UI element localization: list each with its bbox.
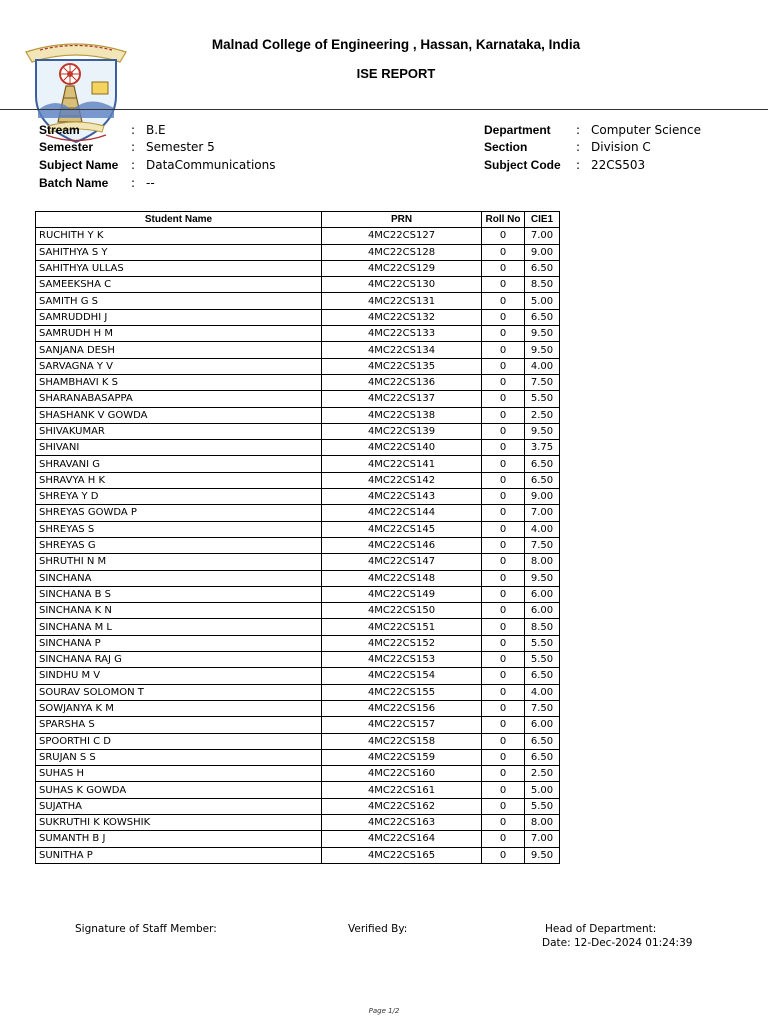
department-label: Department xyxy=(484,123,551,137)
student-name-cell: SINCHANA K N xyxy=(36,603,322,619)
roll-no-cell: 0 xyxy=(482,847,525,863)
cie1-cell: 6.00 xyxy=(525,603,560,619)
student-name-cell: SUMANTH B J xyxy=(36,831,322,847)
roll-no-cell: 0 xyxy=(482,635,525,651)
table-row xyxy=(36,391,560,407)
table-row xyxy=(36,847,560,863)
cie1-cell: 6.00 xyxy=(525,586,560,602)
student-name-cell: SARVAGNA Y V xyxy=(36,358,322,374)
roll-no-cell: 0 xyxy=(482,570,525,586)
table-header-row xyxy=(36,212,560,228)
table-row xyxy=(36,766,560,782)
student-name-cell: SOURAV SOLOMON T xyxy=(36,684,322,700)
prn-cell: 4MC22CS139 xyxy=(322,423,482,439)
cie1-cell: 9.50 xyxy=(525,326,560,342)
student-name-cell: RUCHITH Y K xyxy=(36,228,322,244)
roll-no-cell: 0 xyxy=(482,391,525,407)
header-prn: PRN xyxy=(322,212,482,228)
cie1-cell: 7.50 xyxy=(525,537,560,553)
cie1-cell: 2.50 xyxy=(525,766,560,782)
cie1-cell: 2.50 xyxy=(525,407,560,423)
student-name-cell: SHASHANK V GOWDA xyxy=(36,407,322,423)
stream-label: Stream xyxy=(39,123,80,137)
header-student-name: Student Name xyxy=(36,212,322,228)
cie1-cell: 8.00 xyxy=(525,814,560,830)
cie1-cell: 6.50 xyxy=(525,668,560,684)
student-name-cell: SHREYAS S xyxy=(36,521,322,537)
subject-code-label: Subject Code xyxy=(484,158,561,172)
prn-cell: 4MC22CS134 xyxy=(322,342,482,358)
table-row xyxy=(36,472,560,488)
student-name-cell: SHREYAS G xyxy=(36,537,322,553)
marks-table xyxy=(35,211,560,864)
roll-no-cell: 0 xyxy=(482,358,525,374)
table-row xyxy=(36,652,560,668)
student-name-cell: SPARSHA S xyxy=(36,717,322,733)
student-name-cell: SOWJANYA K M xyxy=(36,700,322,716)
roll-no-cell: 0 xyxy=(482,668,525,684)
table-row xyxy=(36,570,560,586)
page-number: Page 1/2 xyxy=(368,1007,400,1015)
roll-no-cell: 0 xyxy=(482,342,525,358)
student-name-cell: SHIVAKUMAR xyxy=(36,423,322,439)
table-row xyxy=(36,749,560,765)
prn-cell: 4MC22CS165 xyxy=(322,847,482,863)
cie1-cell: 6.50 xyxy=(525,456,560,472)
roll-no-cell: 0 xyxy=(482,260,525,276)
roll-no-cell: 0 xyxy=(482,472,525,488)
prn-cell: 4MC22CS129 xyxy=(322,260,482,276)
roll-no-cell: 0 xyxy=(482,326,525,342)
student-name-cell: SAMEEKSHA C xyxy=(36,277,322,293)
cie1-cell: 5.50 xyxy=(525,798,560,814)
semester-label: Semester xyxy=(39,140,94,154)
roll-no-cell: 0 xyxy=(482,619,525,635)
table-row xyxy=(36,489,560,505)
prn-cell: 4MC22CS131 xyxy=(322,293,482,309)
cie1-cell: 9.50 xyxy=(525,570,560,586)
prn-cell: 4MC22CS155 xyxy=(322,684,482,700)
cie1-cell: 8.50 xyxy=(525,619,560,635)
cie1-cell: 5.50 xyxy=(525,391,560,407)
prn-cell: 4MC22CS163 xyxy=(322,814,482,830)
student-name-cell: SINCHANA xyxy=(36,570,322,586)
roll-no-cell: 0 xyxy=(482,717,525,733)
cie1-cell: 6.50 xyxy=(525,733,560,749)
table-row xyxy=(36,228,560,244)
prn-cell: 4MC22CS159 xyxy=(322,749,482,765)
roll-no-cell: 0 xyxy=(482,798,525,814)
report-title: ISE REPORT xyxy=(356,66,436,81)
prn-cell: 4MC22CS142 xyxy=(322,472,482,488)
cie1-cell: 9.00 xyxy=(525,489,560,505)
cie1-cell: 4.00 xyxy=(525,358,560,374)
table-row xyxy=(36,277,560,293)
prn-cell: 4MC22CS128 xyxy=(322,244,482,260)
prn-cell: 4MC22CS156 xyxy=(322,700,482,716)
table-row xyxy=(36,814,560,830)
student-name-cell: SANJANA DESH xyxy=(36,342,322,358)
roll-no-cell: 0 xyxy=(482,554,525,570)
roll-no-cell: 0 xyxy=(482,489,525,505)
prn-cell: 4MC22CS160 xyxy=(322,766,482,782)
prn-cell: 4MC22CS137 xyxy=(322,391,482,407)
cie1-cell: 7.00 xyxy=(525,831,560,847)
roll-no-cell: 0 xyxy=(482,733,525,749)
prn-cell: 4MC22CS136 xyxy=(322,374,482,390)
cie1-cell: 6.50 xyxy=(525,309,560,325)
prn-cell: 4MC22CS132 xyxy=(322,309,482,325)
prn-cell: 4MC22CS158 xyxy=(322,733,482,749)
prn-cell: 4MC22CS162 xyxy=(322,798,482,814)
table-row xyxy=(36,456,560,472)
batch-name-value: -- xyxy=(146,176,155,190)
table-row xyxy=(36,407,560,423)
student-name-cell: SHRAVYA H K xyxy=(36,472,322,488)
prn-cell: 4MC22CS154 xyxy=(322,668,482,684)
cie1-cell: 9.50 xyxy=(525,847,560,863)
roll-no-cell: 0 xyxy=(482,293,525,309)
roll-no-cell: 0 xyxy=(482,684,525,700)
cie1-cell: 7.00 xyxy=(525,228,560,244)
student-name-cell: SINDHU M V xyxy=(36,668,322,684)
roll-no-cell: 0 xyxy=(482,831,525,847)
colon: : xyxy=(131,123,136,137)
prn-cell: 4MC22CS152 xyxy=(322,635,482,651)
student-name-cell: SAMRUDH H M xyxy=(36,326,322,342)
cie1-cell: 6.00 xyxy=(525,717,560,733)
prn-cell: 4MC22CS127 xyxy=(322,228,482,244)
cie1-cell: 8.00 xyxy=(525,554,560,570)
staff-signature-label: Signature of Staff Member: xyxy=(75,923,217,935)
roll-no-cell: 0 xyxy=(482,603,525,619)
table-row xyxy=(36,505,560,521)
section-value: Division C xyxy=(591,140,651,154)
student-name-cell: SUHAS K GOWDA xyxy=(36,782,322,798)
table-row xyxy=(36,521,560,537)
college-name: Malnad College of Engineering , Hassan, Karnataka, India xyxy=(211,37,581,52)
header-roll-no: Roll No xyxy=(482,212,525,228)
cie1-cell: 6.50 xyxy=(525,749,560,765)
student-name-cell: SAMRUDDHI J xyxy=(36,309,322,325)
roll-no-cell: 0 xyxy=(482,423,525,439)
cie1-cell: 9.00 xyxy=(525,244,560,260)
cie1-cell: 6.50 xyxy=(525,260,560,276)
colon: : xyxy=(576,158,581,172)
roll-no-cell: 0 xyxy=(482,228,525,244)
student-name-cell: SAHITHYA S Y xyxy=(36,244,322,260)
header-divider xyxy=(0,109,768,110)
prn-cell: 4MC22CS151 xyxy=(322,619,482,635)
prn-cell: 4MC22CS145 xyxy=(322,521,482,537)
department-value: Computer Science xyxy=(591,123,701,137)
table-row xyxy=(36,374,560,390)
cie1-cell: 6.50 xyxy=(525,472,560,488)
cie1-cell: 7.50 xyxy=(525,700,560,716)
table-row xyxy=(36,423,560,439)
table-row xyxy=(36,260,560,276)
roll-no-cell: 0 xyxy=(482,586,525,602)
verified-by-label: Verified By: xyxy=(348,923,408,935)
roll-no-cell: 0 xyxy=(482,521,525,537)
colon: : xyxy=(576,140,581,154)
roll-no-cell: 0 xyxy=(482,244,525,260)
table-row xyxy=(36,537,560,553)
cie1-cell: 5.00 xyxy=(525,782,560,798)
semester-value: Semester 5 xyxy=(146,140,215,154)
student-name-cell: SINCHANA M L xyxy=(36,619,322,635)
cie1-cell: 4.00 xyxy=(525,521,560,537)
roll-no-cell: 0 xyxy=(482,782,525,798)
student-name-cell: SHARANABASAPPA xyxy=(36,391,322,407)
student-name-cell: SUHAS H xyxy=(36,766,322,782)
student-name-cell: SHRUTHI N M xyxy=(36,554,322,570)
table-row xyxy=(36,684,560,700)
table-row xyxy=(36,293,560,309)
table-row xyxy=(36,700,560,716)
prn-cell: 4MC22CS161 xyxy=(322,782,482,798)
prn-cell: 4MC22CS147 xyxy=(322,554,482,570)
student-name-cell: SHIVANI xyxy=(36,440,322,456)
table-row xyxy=(36,586,560,602)
table-row xyxy=(36,619,560,635)
student-name-cell: SAMITH G S xyxy=(36,293,322,309)
table-row xyxy=(36,358,560,374)
student-name-cell: SINCHANA RAJ G xyxy=(36,652,322,668)
prn-cell: 4MC22CS148 xyxy=(322,570,482,586)
student-name-cell: SINCHANA B S xyxy=(36,586,322,602)
stream-value: B.E xyxy=(146,123,166,137)
roll-no-cell: 0 xyxy=(482,277,525,293)
table-row xyxy=(36,244,560,260)
roll-no-cell: 0 xyxy=(482,766,525,782)
prn-cell: 4MC22CS130 xyxy=(322,277,482,293)
prn-cell: 4MC22CS138 xyxy=(322,407,482,423)
cie1-cell: 7.50 xyxy=(525,374,560,390)
cie1-cell: 7.00 xyxy=(525,505,560,521)
cie1-cell: 9.50 xyxy=(525,423,560,439)
roll-no-cell: 0 xyxy=(482,440,525,456)
table-row xyxy=(36,668,560,684)
prn-cell: 4MC22CS150 xyxy=(322,603,482,619)
cie1-cell: 5.50 xyxy=(525,635,560,651)
cie1-cell: 5.00 xyxy=(525,293,560,309)
table-row xyxy=(36,831,560,847)
prn-cell: 4MC22CS141 xyxy=(322,456,482,472)
student-name-cell: SINCHANA P xyxy=(36,635,322,651)
student-name-cell: SRUJAN S S xyxy=(36,749,322,765)
roll-no-cell: 0 xyxy=(482,652,525,668)
table-row xyxy=(36,798,560,814)
colon: : xyxy=(131,158,136,172)
colon: : xyxy=(131,140,136,154)
subject-name-label: Subject Name xyxy=(39,158,119,172)
colon: : xyxy=(576,123,581,137)
table-row xyxy=(36,554,560,570)
roll-no-cell: 0 xyxy=(482,309,525,325)
cie1-cell: 3.75 xyxy=(525,440,560,456)
cie1-cell: 9.50 xyxy=(525,342,560,358)
prn-cell: 4MC22CS157 xyxy=(322,717,482,733)
roll-no-cell: 0 xyxy=(482,814,525,830)
table-body xyxy=(36,228,560,864)
batch-name-label: Batch Name xyxy=(39,176,109,190)
cie1-cell: 4.00 xyxy=(525,684,560,700)
table-row xyxy=(36,717,560,733)
student-name-cell: SUKRUTHI K KOWSHIK xyxy=(36,814,322,830)
cie1-cell: 8.50 xyxy=(525,277,560,293)
roll-no-cell: 0 xyxy=(482,374,525,390)
student-name-cell: SHREYAS GOWDA P xyxy=(36,505,322,521)
prn-cell: 4MC22CS144 xyxy=(322,505,482,521)
subject-name-value: DataCommunications xyxy=(146,158,276,172)
section-label: Section xyxy=(484,140,528,154)
student-name-cell: SUJATHA xyxy=(36,798,322,814)
prn-cell: 4MC22CS133 xyxy=(322,326,482,342)
student-name-cell: SHREYA Y D xyxy=(36,489,322,505)
student-name-cell: SHRAVANI G xyxy=(36,456,322,472)
student-name-cell: SHAMBHAVI K S xyxy=(36,374,322,390)
table-row xyxy=(36,342,560,358)
colon: : xyxy=(131,176,136,190)
report-date: Date: 12-Dec-2024 01:24:39 xyxy=(542,937,693,949)
roll-no-cell: 0 xyxy=(482,407,525,423)
student-name-cell: SPOORTHI C D xyxy=(36,733,322,749)
prn-cell: 4MC22CS149 xyxy=(322,586,482,602)
table-row xyxy=(36,733,560,749)
table-row xyxy=(36,603,560,619)
head-of-department-label: Head of Department: xyxy=(545,923,657,935)
prn-cell: 4MC22CS135 xyxy=(322,358,482,374)
prn-cell: 4MC22CS140 xyxy=(322,440,482,456)
header-cie1: CIE1 xyxy=(525,212,560,228)
cie1-cell: 5.50 xyxy=(525,652,560,668)
table-row xyxy=(36,782,560,798)
prn-cell: 4MC22CS153 xyxy=(322,652,482,668)
roll-no-cell: 0 xyxy=(482,537,525,553)
roll-no-cell: 0 xyxy=(482,749,525,765)
prn-cell: 4MC22CS146 xyxy=(322,537,482,553)
prn-cell: 4MC22CS143 xyxy=(322,489,482,505)
student-name-cell: SAHITHYA ULLAS xyxy=(36,260,322,276)
roll-no-cell: 0 xyxy=(482,505,525,521)
table-row xyxy=(36,309,560,325)
table-row xyxy=(36,326,560,342)
prn-cell: 4MC22CS164 xyxy=(322,831,482,847)
subject-code-value: 22CS503 xyxy=(591,158,646,172)
roll-no-cell: 0 xyxy=(482,700,525,716)
table-row xyxy=(36,440,560,456)
roll-no-cell: 0 xyxy=(482,456,525,472)
student-name-cell: SUNITHA P xyxy=(36,847,322,863)
table-row xyxy=(36,635,560,651)
